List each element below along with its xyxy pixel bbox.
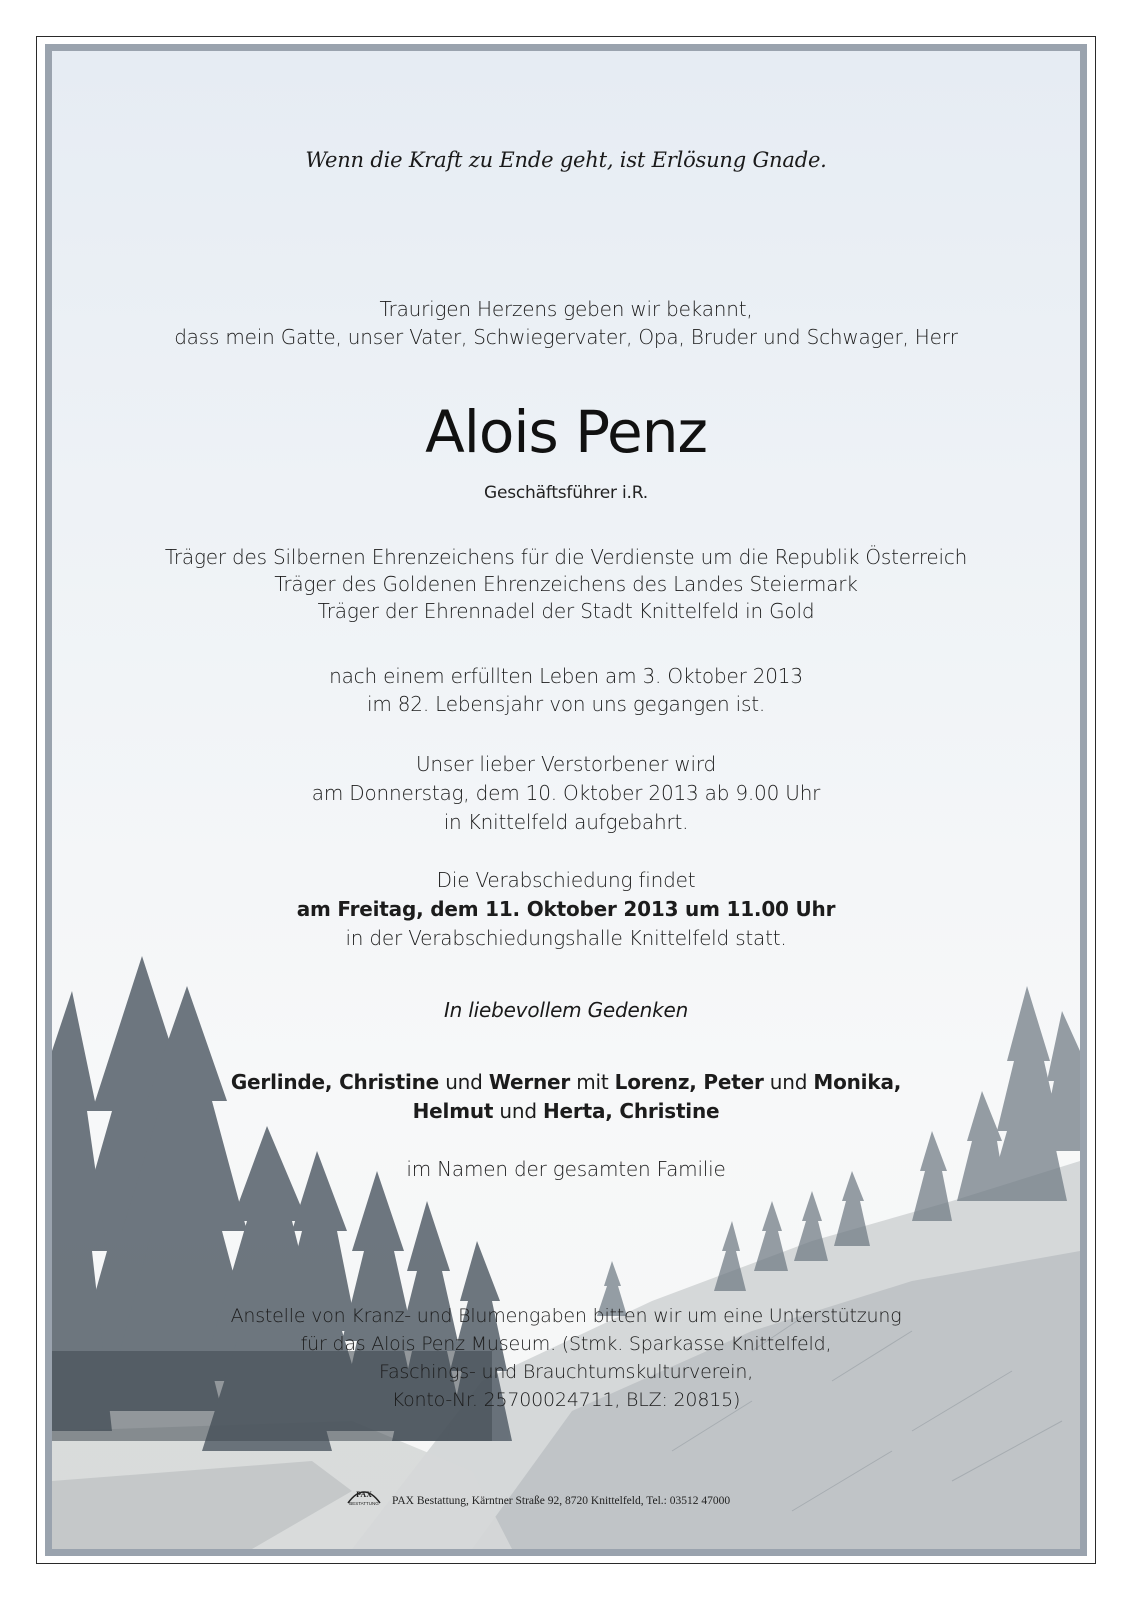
mourner-name: Herta, Christine — [543, 1099, 720, 1123]
mourner-joiner: und — [493, 1099, 544, 1123]
mourners-line-1 — [52, 1070, 1080, 1094]
mourner-name: Helmut — [412, 1099, 494, 1123]
mourner-name: Lorenz, Peter — [614, 1070, 764, 1094]
announcement-line-2: dass mein Gatte, unser Vater, Schwiegervater, Opa, Bruder und Schwager, Herr — [174, 325, 958, 349]
honor-line-2: Träger des Goldenen Ehrenzeichens des Landes Steiermark — [274, 572, 858, 596]
mourner-joiner: und — [439, 1070, 489, 1094]
remembrance-line: In liebevollem Gedenken — [443, 998, 689, 1022]
deceased-title: Geschäftsführer i.R. — [484, 483, 648, 503]
donation-line-1: Anstelle von Kranz- und Blumengaben bitten wir um eine Unterstützung — [230, 1305, 902, 1327]
logo-text: PAX — [356, 1490, 372, 1499]
mourner-joiner: mit — [570, 1070, 615, 1094]
honor-line-1: Träger des Silbernen Ehrenzeichens für die Verdienste um die Republik Österreich — [164, 545, 968, 569]
mourner-name: Werner — [488, 1070, 571, 1094]
mourner-name: Gerlinde, Christine — [230, 1070, 440, 1094]
donation-line-4: Konto-Nr. 25700024711, BLZ: 20815) — [391, 1389, 741, 1411]
viewing-line-2: am Donnerstag, dem 10. Oktober 2013 ab 9.00 Uhr — [311, 781, 821, 805]
obituary-card — [45, 44, 1087, 1556]
motto-quote: Wenn die Kraft zu Ende geht, ist Erlösung Gnade. — [305, 148, 827, 172]
deceased-name: Alois Penz — [425, 398, 707, 466]
farewell-line-3: in der Verabschiedungshalle Knittelfeld statt. — [345, 926, 787, 950]
family-note: im Namen der gesamten Familie — [406, 1157, 726, 1181]
mourner-name: Monika, — [813, 1070, 902, 1094]
honor-line-3: Träger der Ehrennadel der Stadt Knittelfeld in Gold — [317, 599, 815, 623]
farewell-line-1: Die Verabschiedung findet — [436, 868, 696, 892]
obituary-text — [52, 51, 1080, 1549]
pax-logo-icon — [344, 1481, 384, 1507]
mourner-joiner: und — [763, 1070, 814, 1094]
mourners-line-2 — [52, 1099, 1080, 1123]
announcement-line-1: Traurigen Herzens geben wir bekannt, — [379, 297, 753, 321]
farewell-line-2: am Freitag, dem 11. Oktober 2013 um 11.00 Uhr — [296, 897, 836, 921]
viewing-line-3: in Knittelfeld aufgebahrt. — [443, 810, 689, 834]
donation-line-2: für das Alois Penz Museum. (Stmk. Sparkasse Knittelfeld, — [300, 1333, 832, 1355]
funeral-home-footer: PAX Bestattung, Kärntner Straße 92, 8720 Knittelfeld, Tel.: 03512 47000 — [392, 1495, 731, 1507]
passing-line-2: im 82. Lebensjahr von uns gegangen ist. — [366, 692, 765, 716]
passing-line-1: nach einem erfüllten Leben am 3. Oktober 2013 — [329, 664, 803, 688]
logo-subtext: BESTATTUNG — [349, 1501, 379, 1506]
viewing-line-1: Unser lieber Verstorbener wird — [415, 752, 717, 776]
donation-line-3: Faschings- und Brauchtumskulturverein, — [378, 1361, 754, 1383]
